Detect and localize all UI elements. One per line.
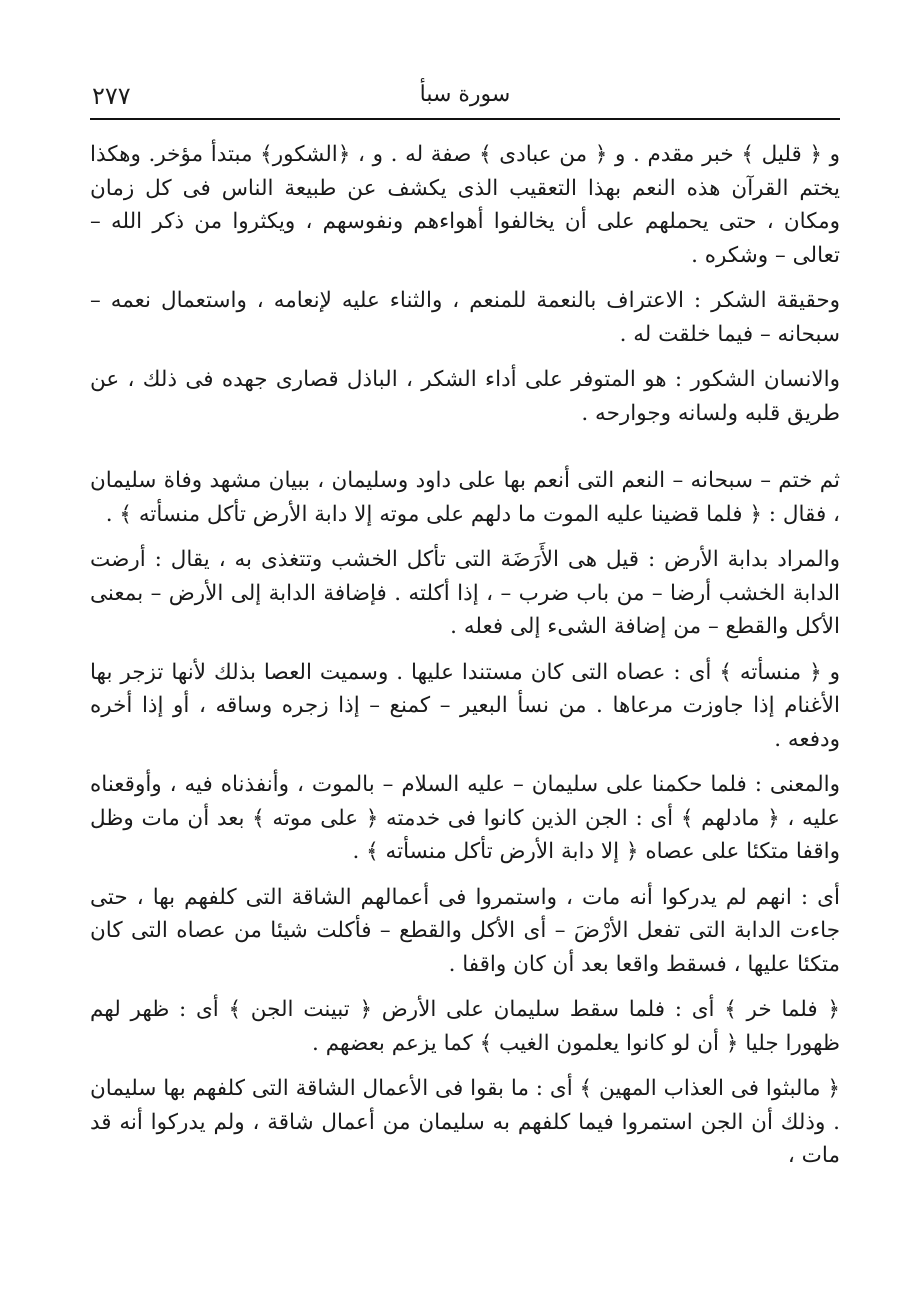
paragraph: ﴿ مالبثوا فى العذاب المهين ﴾ أى : ما بقوا فى الأعمال الشاقة التى كلفهم بها سليمان . وذلك أن الجن استمروا فيما كلفهم به سليمان من أعمال شاقة ، ولم يدركوا أنه قد مات ،: [90, 1076, 840, 1168]
page-body: [90, 138, 840, 1173]
paragraph: أى : انهم لم يدركوا أنه مات ، واستمروا فى أعمالهم الشاقة التى كلفهم بها ، حتى جاءت الدابة التى تفعل الأرْضَ – أى الأكل والقطع – فأكلت شيئا من عصاه التى كان متكئا عليها ، فسقط واقعا بعد أن كان واقفا .: [90, 884, 840, 977]
paragraph: و ﴿ قليل ﴾ خبر مقدم . و ﴿ من عبادى ﴾ صفة له . و ، ﴿الشكور﴾ مبتدأ مؤخر. وهكذا يختم القرآن هذه النعم بهذا التعقيب الذى يكشف عن طبيعة الناس فى كل زمان ومكان ، حتى يحملهم على أن يخالفوا أهواءهم ونفوسهم ، ويكثروا من ذكر الله – تعالى – وشكره .: [90, 142, 840, 268]
paragraph: و ﴿ منسأته ﴾ أى : عصاه التى كان مستندا عليها . وسميت العصا بذلك لأنها تزجر بها الأغنام إذا جاوزت مرعاها . من نسأ البعير – كمنع – إذا زجره وساقه ، أو إذا أخره ودفعه .: [90, 659, 840, 752]
book-page: [90, 78, 840, 1185]
paragraph: والمراد بدابة الأرض : قيل هى الأَرَضَة التى تأكل الخشب وتتغذى به ، يقال : أرضت الدابة الخشب أرضا – من باب ضرب – ، إذا أكلته . فإضافة الدابة إلى الأرض – بمعنى الأكل والقطع – من إضافة الشىء إلى فعله .: [90, 547, 840, 639]
paragraph: ﴿ فلما خر ﴾ أى : فلما سقط سليمان على الأرض ﴿ تبينت الجن ﴾ أى : ظهر لهم ظهورا جليا ﴿ أن لو كانوا يعلمون الغيب ﴾ كما يزعم بعضهم .: [90, 997, 840, 1056]
page-number: ٢٧٧: [92, 82, 131, 110]
page-header: [90, 78, 840, 120]
paragraph: والانسان الشكور : هو المتوفر على أداء الشكر ، الباذل قصارى جهده فى ذلك ، عن طريق قلبه ولسانه وجوارحه .: [90, 367, 840, 426]
paragraph: ثم ختم – سبحانه – النعم التى أنعم بها على داود وسليمان ، ببيان مشهد وفاة سليمان ، فقال : ﴿ فلما قضينا عليه الموت ما دلهم على موته إلا دابة الأرض تأكل منسأته ﴾ .: [90, 468, 840, 527]
surah-title: سورة سبأ: [419, 82, 511, 107]
paragraph: وحقيقة الشكر : الاعتراف بالنعمة للمنعم ، والثناء عليه لإنعامه ، واستعمال نعمه – سبحانه – فيما خلقت له .: [90, 288, 840, 347]
paragraph: والمعنى : فلما حكمنا على سليمان – عليه السلام – بالموت ، وأنفذناه فيه ، وأوقعناه عليه ، ﴿ مادلهم ﴾ أى : الجن الذين كانوا فى خدمته ﴿ على موته ﴾ بعد أن مات وظل واقفا متكئا على عصاه ﴿ إلا دابة الأرض تأكل منسأته ﴾ .: [90, 772, 840, 864]
